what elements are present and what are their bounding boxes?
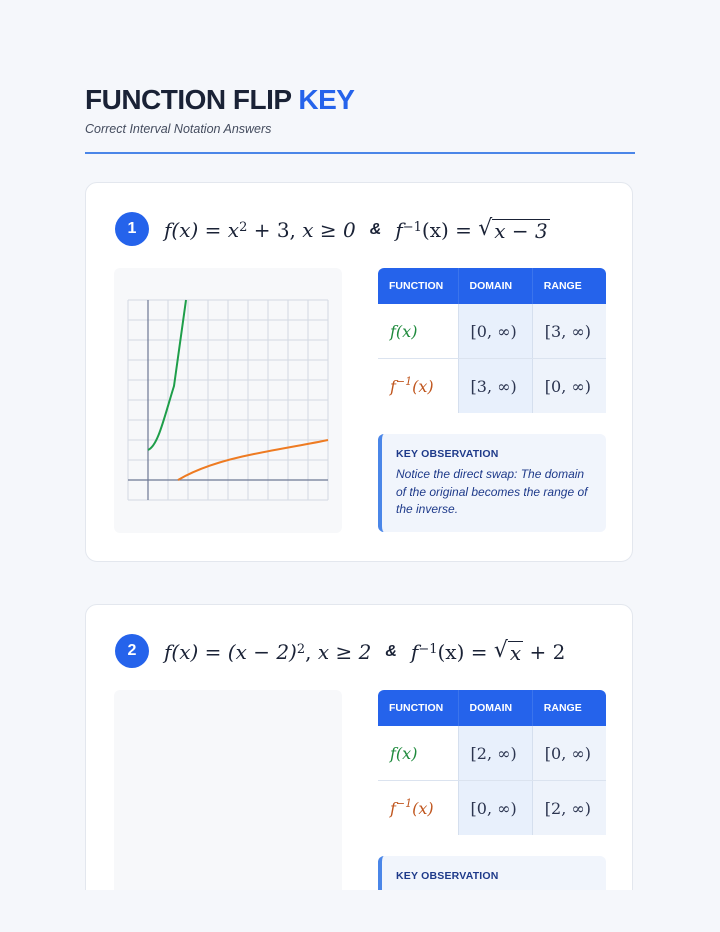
original-function-curve — [148, 300, 186, 450]
eq-inv-arg: (x) = — [437, 640, 488, 664]
row-function: f(x) — [378, 304, 458, 359]
eq-inv-tail: + 2 — [529, 640, 566, 664]
problem-number-badge: 2 — [115, 634, 149, 668]
row-fn-arg: (x) — [412, 798, 434, 818]
page-header — [85, 84, 635, 136]
row-range: [2, ∞) — [532, 781, 606, 836]
col-header-function: FUNCTION — [378, 268, 458, 304]
row-function — [378, 359, 458, 414]
domain-range-table — [378, 268, 606, 413]
eq-ampersand: & — [369, 221, 382, 238]
table-row — [378, 781, 606, 836]
row-fn-arg: (x) — [412, 376, 434, 396]
page-title — [85, 84, 635, 116]
col-header-domain: DOMAIN — [458, 268, 532, 304]
row-fn-name: f — [390, 376, 396, 396]
eq-inv-radicand: x — [509, 641, 522, 665]
radical-sign-icon: √ — [493, 638, 508, 663]
eq-f-exp: 2 — [239, 219, 248, 235]
table-row — [378, 359, 606, 414]
eq-inv-arg: (x) = — [421, 218, 472, 242]
key-observation-box — [378, 434, 606, 532]
eq-inv-exp: −1 — [402, 219, 422, 235]
row-fn-name: f — [390, 798, 396, 818]
table-row — [378, 726, 606, 781]
graph-grid — [128, 300, 328, 500]
observation-text: Notice the direct swap: The domain of the original becomes the range of the inverse. — [396, 467, 588, 516]
row-domain: [0, ∞) — [458, 304, 532, 359]
problem-equation: f(x) = x $^2$ + 3, x ≥ 0 & f $^{-1}$ (x) = √ x − 3 — [164, 216, 548, 243]
eq-ampersand: & — [385, 643, 397, 660]
title-main: FUNCTION FLIP — [85, 84, 292, 115]
graph-svg — [114, 268, 342, 533]
observation-title: KEY OBSERVATION — [396, 448, 499, 460]
col-header-range: RANGE — [532, 690, 606, 726]
row-domain: [3, ∞) — [458, 359, 532, 414]
title-accent: KEY — [298, 84, 355, 115]
table-header-row — [378, 690, 606, 726]
table-header-row — [378, 268, 606, 304]
eq-f-rest: + 3, — [253, 218, 296, 242]
row-function — [378, 781, 458, 836]
col-header-range: RANGE — [532, 268, 606, 304]
row-fn-exp: −1 — [395, 796, 413, 810]
sqrt-expression — [494, 640, 523, 664]
col-header-function: FUNCTION — [378, 690, 458, 726]
domain-range-table — [378, 690, 606, 835]
col-header-domain: DOMAIN — [458, 690, 532, 726]
row-domain: [0, ∞) — [458, 781, 532, 836]
eq-inv-radicand: x − 3 — [494, 219, 548, 243]
eq-f-exp: 2 — [296, 641, 306, 657]
eq-f-base: x — [227, 218, 240, 242]
observation-title: KEY OBSERVATION — [396, 870, 499, 882]
eq-f-rest: , — [305, 640, 312, 664]
page-subtitle: Correct Interval Notation Answers — [85, 122, 272, 136]
function-graph-placeholder — [114, 690, 342, 890]
sqrt-expression — [478, 218, 550, 242]
problem-equation: f(x) = (x − 2) $^2$ , x ≥ 2 & f $^{-1}$ (x) = √ x + 2 — [164, 638, 566, 665]
eq-f-lhs: f(x) — [164, 640, 199, 664]
eq-inv-f: f — [395, 218, 403, 242]
row-function: f(x) — [378, 726, 458, 781]
function-graph — [114, 268, 342, 533]
row-range: [3, ∞) — [532, 304, 606, 359]
problem-card-2 — [85, 604, 633, 890]
eq-f-condition: x ≥ 0 — [302, 218, 356, 242]
eq-f-lhs: f(x) — [164, 218, 199, 242]
eq-f-condition: x ≥ 2 — [317, 640, 372, 664]
row-fn-exp: −1 — [395, 374, 413, 388]
header-divider — [85, 152, 635, 154]
problem-card-1 — [85, 182, 633, 562]
radical-sign-icon: √ — [478, 216, 493, 241]
eq-inv-f: f — [410, 640, 419, 664]
row-range: [0, ∞) — [532, 359, 606, 414]
key-observation-box — [378, 856, 606, 890]
table-row — [378, 304, 606, 359]
eq-inv-exp: −1 — [418, 641, 438, 657]
row-domain: [2, ∞) — [458, 726, 532, 781]
problem-number-badge: 1 — [115, 212, 149, 246]
row-range: [0, ∞) — [532, 726, 606, 781]
eq-f-base: (x − 2) — [227, 640, 297, 664]
